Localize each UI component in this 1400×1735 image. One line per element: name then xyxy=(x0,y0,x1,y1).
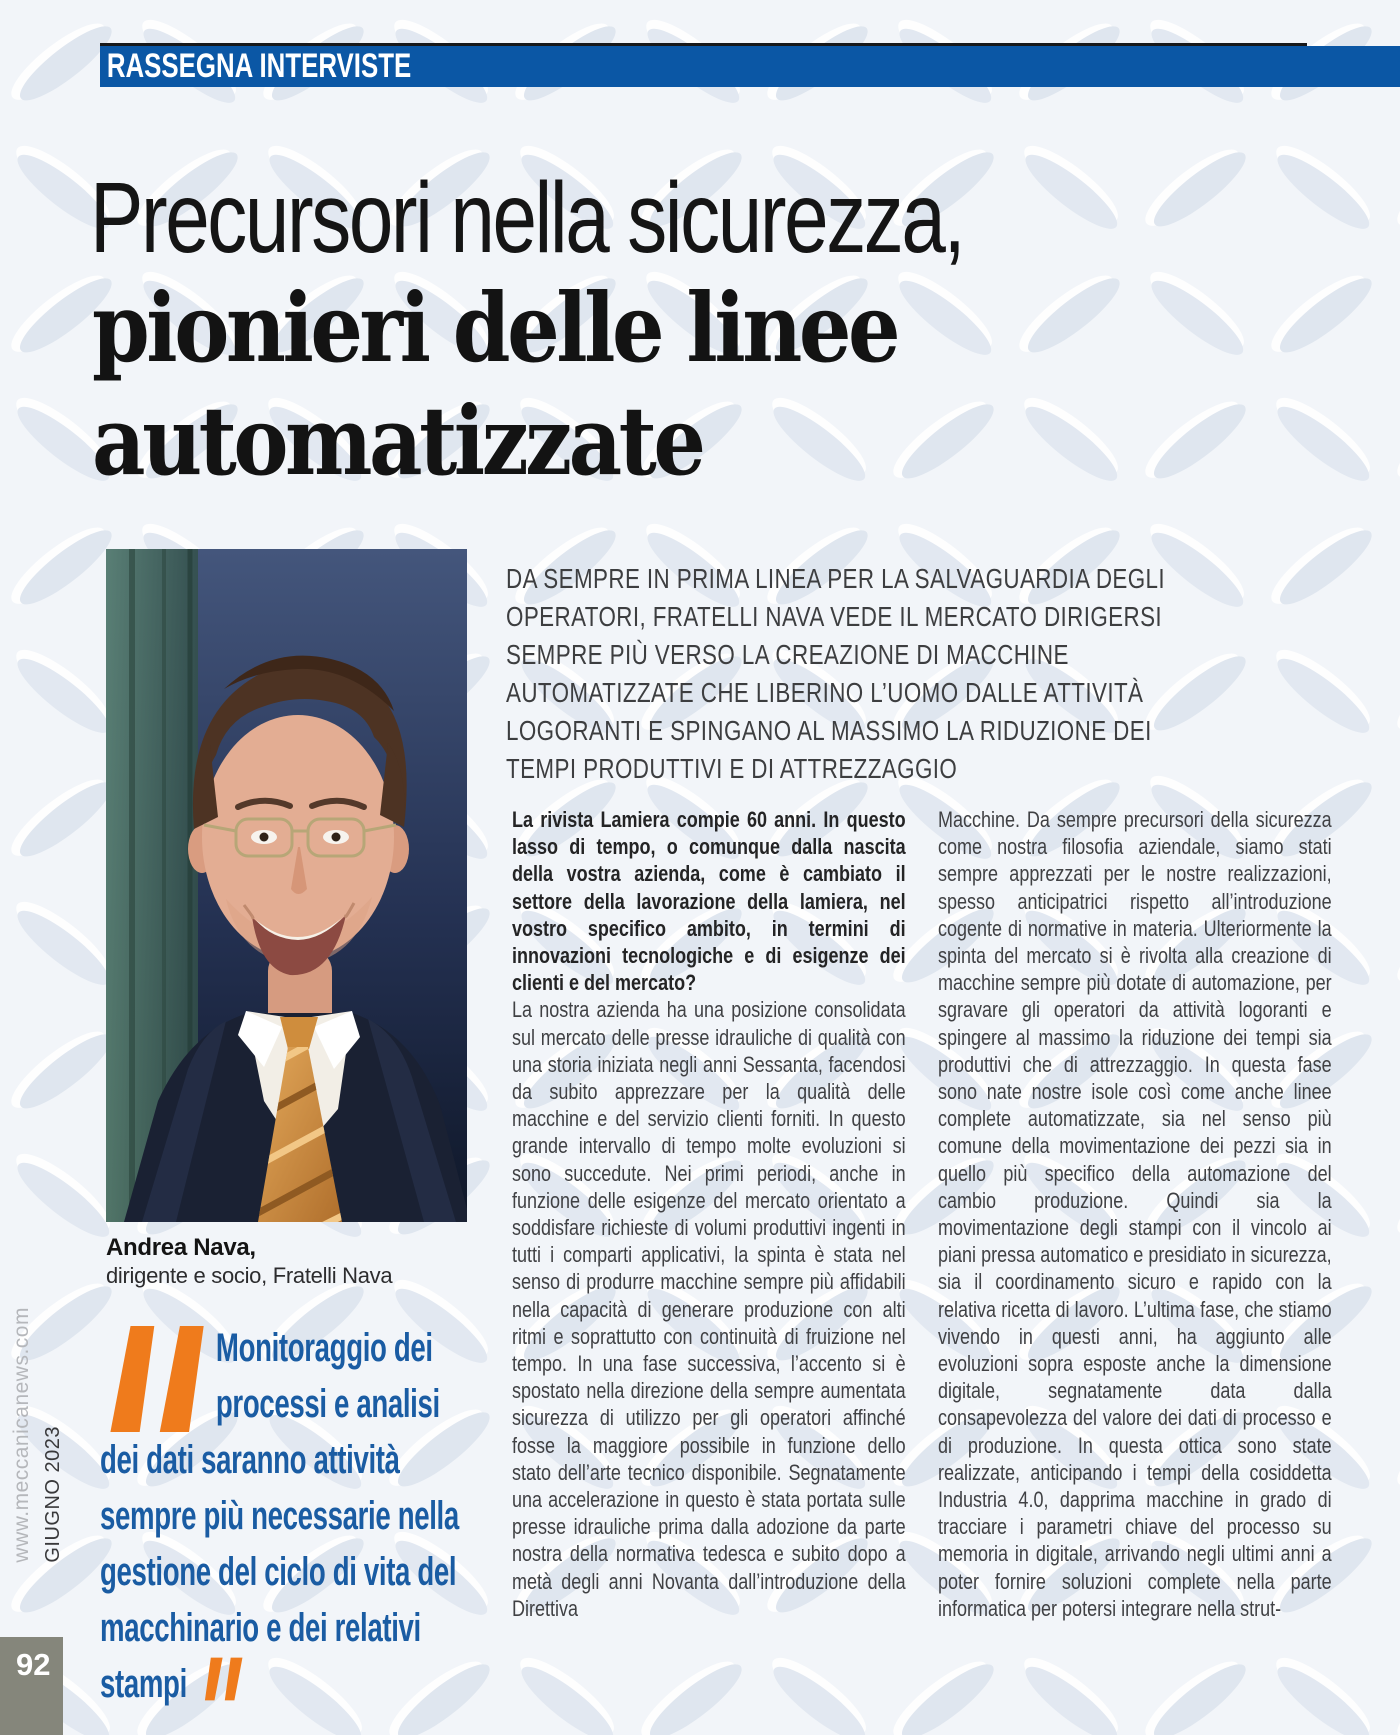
headline-line-1: Precursori nella sicurezza, xyxy=(90,162,964,274)
pull-quote-text: Monitoraggio dei processi e analisi dei dati saranno attività sempre più necessarie nella gestione del ciclo di vita del macchinario e dei relativi stampi xyxy=(100,1326,459,1706)
photo-caption-name: Andrea Nava, xyxy=(106,1234,256,1261)
article-column-1 xyxy=(512,806,906,1622)
issue-date-label: GIUGNO 2023 xyxy=(42,1426,64,1563)
section-banner-label: RASSEGNA INTERVISTE xyxy=(106,47,412,85)
headline-line-2: pionieri delle linee xyxy=(92,273,898,384)
headline-line-3: automatizzate xyxy=(92,386,703,497)
page-number: 92 xyxy=(16,1647,51,1682)
open-quote-icon xyxy=(100,1326,216,1432)
header-rule xyxy=(100,43,1307,46)
article-column-2 xyxy=(938,806,1332,1622)
pull-quote xyxy=(100,1320,478,1712)
portrait-photo xyxy=(106,549,467,1222)
lead-paragraph: DA SEMPRE IN PRIMA LINEA PER LA SALVAGUARDIA DEGLI OPERATORI, FRATELLI NAVA VEDE IL MERCATO DIRIGERSI SEMPRE PIÙ VERSO LA CREAZIONE DI MACCHINE AUTOMATIZZATE CHE LIBERINO L’UOMO DALLE ATTIVITÀ LOGORANTI E SPINGANO AL MASSIMO LA RIDUZIONE DEI TEMPI PRODUTTIVI E DI ATTREZZAGGIO xyxy=(506,563,1166,784)
interview-question: La rivista Lamiera compie 60 anni. In questo lasso di tempo, o comunque dalla nascita della vostra azienda, come è cambiato il settore della lavorazione della lamiera, nel vostro specifico ambito, in termini di innovazioni tecnologiche e di esigenze dei clienti e del mercato? xyxy=(512,807,906,996)
section-banner xyxy=(100,46,1400,87)
website-vertical-label: www.meccanicanews.com xyxy=(10,1307,33,1563)
answer-paragraph-2: Macchine. Da sempre precursori della sicurezza come nostra filosofia aziendale, siamo stati sempre apprezzati per le nostre realizzazioni, spesso anticipatrici rispetto all’introduzione cogente di normative in materia. Ulteriormente la spinta del mercato si è rivolta alla creazione di macchine sempre più dotate di automazione, per sgravare gli operatori da attività logoranti e spingere al massimo la riduzione dei tempi sia produttivi che di attrezzaggio. In questa fase sono nate nostre isole così come anche linee complete automatizzate, sia nel senso più comune della movimentazione dei pezzi sia in quello più specifico della automazione del cambio produzione. Quindi sia la movimentazione degli stampi con il vincolo ai piani pressa automatico e presidiato in sicurezza, sia il coordinamento sicuro e rapido con la relativa ricetta di lavoro. L’ultima fase, che stiamo vivendo in questi anni, ha aggiunto alle evoluzioni sopra esposte anche la dimensione digitale, segnatamente data dalla consapevolezza del valore dei dati di processo e di produzione. In questa ottica sono state realizzate, anticipando i tempi della cosiddetta Industria 4.0, dapprima macchine in grado di tracciare i parametri chiave del processo su memoria in digitale, arrivando negli ultimi anni a poter fornire soluzioni complete nella parte informatica per potersi integrare nella strut- xyxy=(938,807,1332,1621)
page-number-badge xyxy=(0,1637,63,1735)
photo-caption-role: dirigente e socio, Fratelli Nava xyxy=(106,1263,393,1288)
close-quote-icon xyxy=(204,1657,248,1701)
answer-paragraph-1: La nostra azienda ha una posizione consolidata sul mercato delle presse idrauliche di qualità con una storia iniziata negli anni Sessanta, facendosi da subito apprezzare per la qualità delle macchine e del servizio clienti forniti. In questo grande intervallo di tempo molte evoluzioni si sono succedute. Nei primi periodi, anche in funzione delle esigenze del mercato orientato a soddisfare richieste di volumi produttivi ingenti in tutti i comparti applicativi, la spinta è stata nel senso di produrre macchine sempre più affidabili nella capacità di generare produzione con alti ritmi e soprattutto con continuità di fruizione nel tempo. In una fase successiva, l’accento si è spostato nella direzione della sempre aumentata sicurezza di utilizzo per gli operatori affinché fosse la maggiore possibile in funzione dello stato dell’arte tecnico disponibile. Segnatamente una accelerazione in questo è stata portata sulle presse idrauliche prima dalla adozione da parte nostra della normativa tedesca e subito dopo a metà degli anni Novanta dall’introduzione della Direttiva xyxy=(512,997,906,1621)
